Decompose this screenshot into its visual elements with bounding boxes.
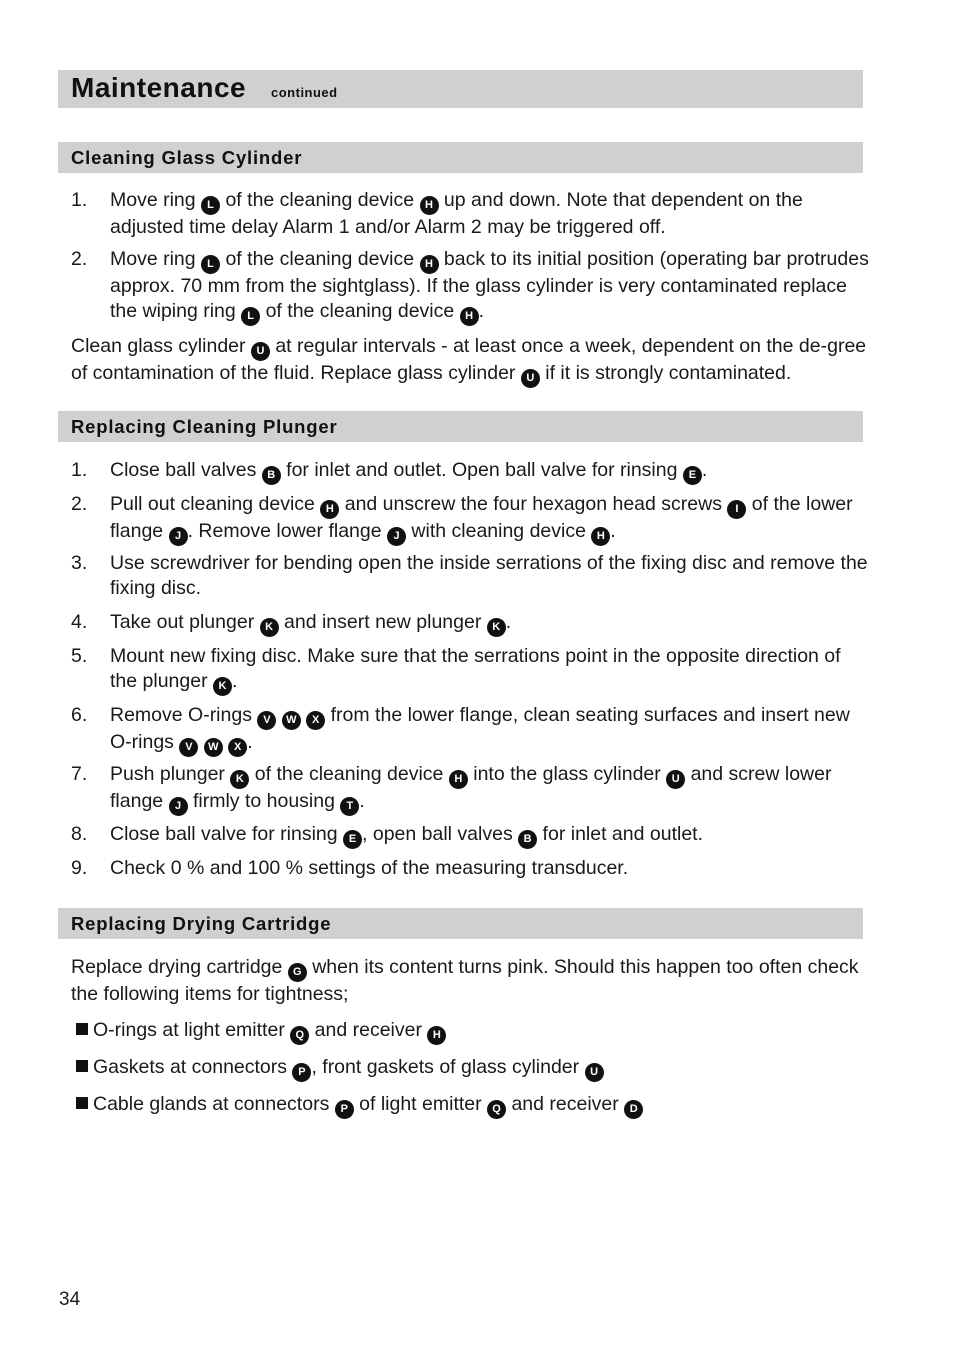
text-run: Push plunger <box>110 763 231 785</box>
item-text <box>110 703 871 757</box>
list-item <box>71 762 871 816</box>
bullet-text <box>93 1056 604 1078</box>
text-run: with cleaning device <box>406 520 592 542</box>
list-item <box>71 247 871 326</box>
section-title: Replacing Drying Cartridge <box>71 913 332 934</box>
item-text <box>110 644 871 696</box>
page-number: 34 <box>59 1289 81 1310</box>
text-run: when its content turns pink. Should this happen too often check the following items for tightness; <box>71 956 859 1005</box>
text-run: of the cleaning device <box>249 763 449 785</box>
ref-marker-k-icon: K <box>230 770 249 789</box>
text-run: . <box>478 300 485 322</box>
item-text <box>110 247 871 326</box>
text-run: Move ring <box>110 248 202 270</box>
text-run: back to its initial position (operating bar protrudes approx. 70 mm from the sightglass). If the glass cylinder is very contaminated replace the wiping ring <box>110 248 869 322</box>
text-run: and insert new plunger <box>278 611 487 633</box>
list-item <box>71 492 871 546</box>
ref-marker-h-icon: H <box>320 500 339 519</box>
text-run: . <box>247 731 253 753</box>
square-bullet-icon <box>76 1060 88 1072</box>
item-text <box>110 856 871 881</box>
text-run: Mount new fixing disc. Make sure that the serrations point in the opposite direction of the plunger <box>110 645 841 692</box>
text-run: Cable glands at connectors <box>93 1093 335 1115</box>
ref-marker-q-icon: Q <box>290 1026 309 1045</box>
item-number: 9. <box>71 857 88 879</box>
ref-marker-v-icon: V <box>179 738 198 757</box>
text-run: and screw lower flange <box>110 763 832 812</box>
text-run: Take out plunger <box>110 611 260 633</box>
item-number: 1. <box>71 459 88 481</box>
text-run: , front gaskets of glass cylinder <box>311 1056 585 1078</box>
text-run: . Remove lower flange <box>187 520 387 542</box>
list-item <box>71 822 871 849</box>
list-item <box>71 551 871 601</box>
text-run: Clean glass cylinder <box>71 335 251 357</box>
list-item <box>71 188 871 240</box>
list-item <box>71 703 871 757</box>
ref-marker-u-icon: U <box>666 770 685 789</box>
item-number: 2. <box>71 248 88 270</box>
ref-marker-i-icon: I <box>727 500 746 519</box>
text-run: . <box>232 670 238 692</box>
text-run: and receiver <box>309 1019 428 1041</box>
section-header-replacing-cleaning-plunger <box>58 411 863 442</box>
text-run: Move ring <box>110 189 202 211</box>
text-run: of the cleaning device <box>220 189 420 211</box>
item-number: 1. <box>71 189 88 211</box>
bullet-text <box>93 1019 446 1041</box>
ref-marker-b-icon: B <box>518 830 537 849</box>
square-bullet-icon <box>76 1023 88 1035</box>
text-run: Gaskets at connectors <box>93 1056 293 1078</box>
item-number: 2. <box>71 493 88 515</box>
ref-marker-x-icon: X <box>228 738 247 757</box>
ref-marker-h-icon: H <box>460 307 479 326</box>
page-title: Maintenance <box>71 72 247 103</box>
text-run: into the glass cylinder <box>467 763 667 785</box>
ref-marker-p-icon: P <box>335 1100 354 1119</box>
section-header-cleaning-glass-cylinder <box>58 142 863 173</box>
ref-marker-u-icon: U <box>585 1063 604 1082</box>
text-run: and receiver <box>506 1093 625 1115</box>
ref-marker-j-icon: J <box>387 527 406 546</box>
text-run: Use screwdriver for bending open the inside serrations of the fixing disc and remove the fixing disc. <box>110 552 868 599</box>
ref-marker-x-icon: X <box>306 711 325 730</box>
text-run: if it is strongly contaminated. <box>539 362 792 384</box>
bullet-item <box>76 1055 604 1082</box>
ref-marker-k-icon: K <box>213 677 232 696</box>
text-run: Close ball valve for rinsing <box>110 823 344 845</box>
section-title: Cleaning Glass Cylinder <box>71 147 303 168</box>
ref-marker-j-icon: J <box>169 797 188 816</box>
ref-marker-h-icon: H <box>420 255 439 274</box>
text-run: and unscrew the four hexagon head screws <box>339 493 728 515</box>
ref-marker-u-icon: U <box>251 342 270 361</box>
paragraph <box>71 334 871 388</box>
text-run: of the cleaning device <box>220 248 420 270</box>
text-run: . <box>610 520 616 542</box>
ref-marker-h-icon: H <box>420 196 439 215</box>
text-run: Check 0 % and 100 % settings of the measuring transducer. <box>110 857 629 879</box>
ref-marker-w-icon: W <box>282 711 301 730</box>
section-header-replacing-drying-cartridge <box>58 908 863 939</box>
item-text <box>110 188 871 240</box>
ref-marker-w-icon: W <box>204 738 223 757</box>
text-run: O-rings at light emitter <box>93 1019 291 1041</box>
item-text <box>110 762 871 816</box>
text-run: , open ball valves <box>362 823 519 845</box>
bullet-text <box>93 1093 643 1115</box>
text-run: of the cleaning device <box>260 300 460 322</box>
ref-marker-q-icon: Q <box>487 1100 506 1119</box>
list-item <box>71 610 871 637</box>
text-run: . <box>505 611 512 633</box>
text-run: for inlet and outlet. <box>537 823 703 845</box>
text-run <box>198 731 203 753</box>
ref-marker-b-icon: B <box>262 466 281 485</box>
item-number: 5. <box>71 645 88 667</box>
item-number: 7. <box>71 763 88 785</box>
item-number: 3. <box>71 552 88 574</box>
ref-marker-v-icon: V <box>257 711 276 730</box>
text-run: Pull out cleaning device <box>110 493 321 515</box>
item-text <box>110 458 871 485</box>
text-run: from the lower flange, clean seating surfaces and insert new O-rings <box>110 704 850 753</box>
ref-marker-t-icon: T <box>340 797 359 816</box>
ref-marker-u-icon: U <box>521 369 540 388</box>
text-run: up and down. Note that dependent on the adjusted time delay Alarm 1 and/or Alarm 2 may be triggered off. <box>110 189 803 238</box>
ref-marker-k-icon: K <box>487 618 506 637</box>
text-run: Remove O-rings <box>110 704 258 726</box>
ref-marker-h-icon: H <box>427 1026 446 1045</box>
ref-marker-e-icon: E <box>343 830 362 849</box>
text-run: . <box>701 459 708 481</box>
text-run: of light emitter <box>353 1093 488 1115</box>
section-title: Replacing Cleaning Plunger <box>71 416 338 437</box>
text-run: of the lower flange <box>110 493 853 542</box>
text-run: Close ball valves <box>110 459 262 481</box>
text-run <box>276 704 281 726</box>
text-run: . <box>359 790 365 812</box>
text-run: Replace drying cartridge <box>71 956 288 978</box>
item-number: 4. <box>71 611 88 633</box>
text-run: at regular intervals - at least once a week, dependent on the de-gree of contamination of the fluid. Replace glass cylinder <box>71 335 867 384</box>
ref-marker-h-icon: H <box>591 527 610 546</box>
bullet-item <box>76 1092 643 1119</box>
ref-marker-j-icon: J <box>169 527 188 546</box>
item-text <box>110 610 871 637</box>
list-item <box>71 856 871 881</box>
item-text <box>110 551 871 601</box>
item-text <box>110 822 871 849</box>
list-item <box>71 644 871 696</box>
ref-marker-g-icon: G <box>288 963 307 982</box>
ref-marker-p-icon: P <box>292 1063 311 1082</box>
list-item <box>71 458 871 485</box>
paragraph <box>71 955 871 1007</box>
item-number: 6. <box>71 704 88 726</box>
ref-marker-h-icon: H <box>449 770 468 789</box>
ref-marker-l-icon: L <box>201 255 220 274</box>
text-run: for inlet and outlet. Open ball valve for rinsing <box>280 459 683 481</box>
ref-marker-d-icon: D <box>624 1100 643 1119</box>
item-text <box>110 492 871 546</box>
ref-marker-l-icon: L <box>241 307 260 326</box>
ref-marker-k-icon: K <box>260 618 279 637</box>
ref-marker-l-icon: L <box>201 196 220 215</box>
item-number: 8. <box>71 823 88 845</box>
square-bullet-icon <box>76 1097 88 1109</box>
ref-marker-e-icon: E <box>683 466 702 485</box>
text-run: firmly to housing <box>187 790 341 812</box>
page-header <box>58 70 863 108</box>
bullet-item <box>76 1018 446 1045</box>
page-subtitle: continued <box>271 85 338 100</box>
